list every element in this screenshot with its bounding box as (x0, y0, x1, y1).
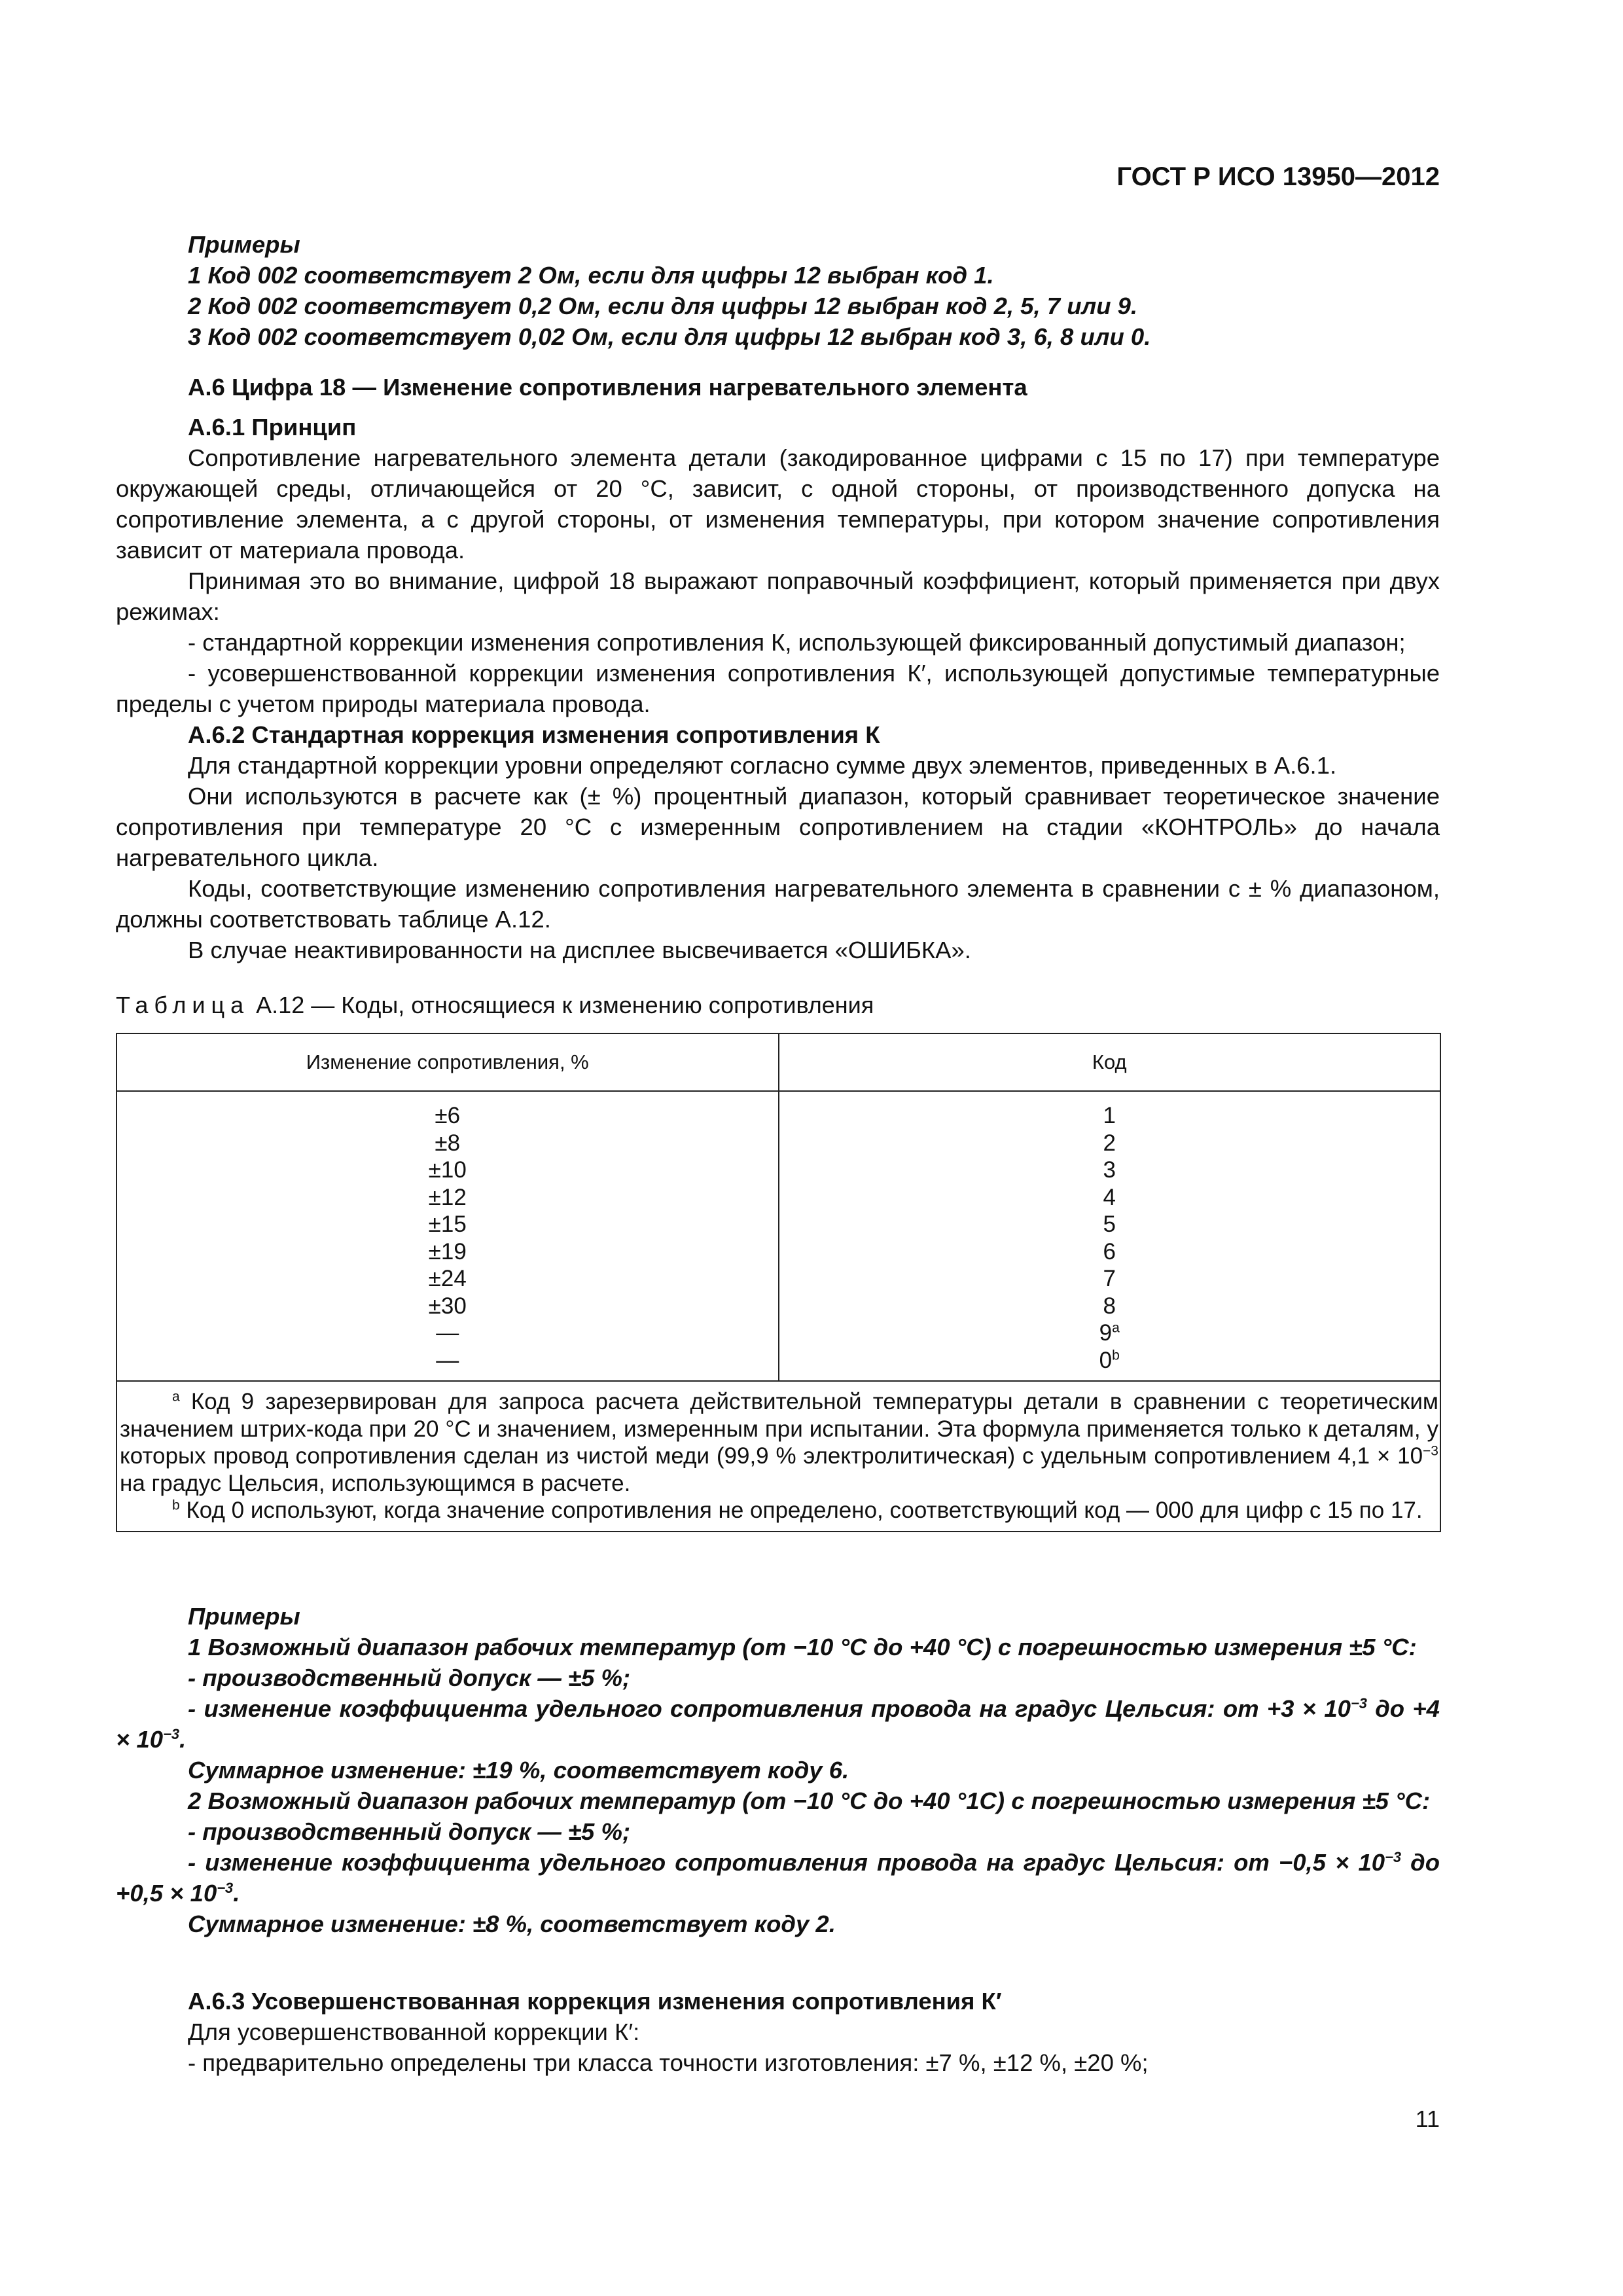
change-value: ±15 (428, 1211, 467, 1237)
change-value: — (436, 1320, 459, 1346)
paragraph: Коды, соответствующие изменению сопротивления нагревательного элемента в сравнении с ± % диапазоном, должны соответствовать таблице А.12. (116, 875, 1440, 933)
change-value: ±19 (428, 1238, 467, 1265)
code-value: 7 (1103, 1266, 1116, 1291)
example-item: 3 Код 002 соответствует 0,02 Ом, если для цифры 12 выбран код 3, 6, 8 или 0. (188, 323, 1151, 350)
table-caption-label: Таблица (116, 992, 250, 1018)
change-value: — (436, 1347, 459, 1373)
list-item: - стандартной коррекции изменения сопротивления К, использующей фиксированный допустимый диапазон; (188, 629, 1406, 656)
code-column (779, 1091, 1441, 1381)
footnote-mark: b (1112, 1347, 1120, 1363)
change-value: ±30 (428, 1293, 467, 1319)
table-footnotes (116, 1381, 1440, 1532)
table-row (116, 1091, 1440, 1381)
table-header-row (116, 1033, 1440, 1091)
footnote-mark: a (1112, 1320, 1120, 1336)
example-item: 1 Код 002 соответствует 2 Ом, если для цифры 12 выбран код 1. (188, 262, 994, 289)
change-value: ±10 (428, 1157, 467, 1183)
footnote-a: $^a$ Код 9 зарезервирован для запроса расчета действительной температуры детали в сравнении с теоретическим значением штрих-кода при 20 °С и значением, измеренным при испытании. Эта формула применяется только к деталям, у которых провод сопротивления сделан из чистой меди (99,9 % электролитическая) с удельным сопротивлением $4,1 \times 10^{-3}$ на градус Цельсия, использующимся в расчете. (120, 1389, 1438, 1496)
codes-table (116, 1033, 1441, 1532)
code-value: 6 (1103, 1238, 1116, 1265)
code-value: 0$^b$ (1099, 1347, 1120, 1373)
example-item: - производственный допуск — ±5 %; (188, 1664, 631, 1691)
list-item: - усовершенствованной коррекции изменения сопротивления К′, использующей допустимые температурные пределы с учетом природы материала провода. (116, 660, 1440, 717)
table-caption-text: А.12 — Коды, относящиеся к изменению сопротивления (249, 992, 874, 1018)
document-header: ГОСТ Р ИСО 13950—2012 (1116, 162, 1440, 191)
code-value: 9$^a$ (1099, 1320, 1120, 1346)
subsection-heading: А.6.1 Принцип (188, 414, 357, 440)
table-header-code: Код (779, 1033, 1441, 1091)
change-value: ±8 (435, 1130, 461, 1156)
code-value: 8 (1103, 1293, 1116, 1319)
example-item: 2 Возможный диапазон рабочих температур (от −10 °С до +40 °1С) с погрешностью измерения ±5 °С: (188, 1787, 1431, 1814)
paragraph: Принимая это во внимание, цифрой 18 выражают поправочный коэффициент, который применяется при двух режимах: (116, 567, 1440, 625)
change-column (116, 1091, 779, 1381)
examples-title: Примеры (188, 1603, 300, 1630)
examples-title: Примеры (188, 231, 300, 258)
code-value: 5 (1103, 1211, 1116, 1237)
table-header-change: Изменение сопротивления, % (116, 1033, 779, 1091)
paragraph: Они используются в расчете как (± %) процентный диапазон, который сравнивает теоретическое значение сопротивления при температуре 20 °С с измеренным сопротивлением на стадии «КОНТРОЛЬ» до начала нагревательного цикла. (116, 783, 1440, 871)
example-item: - изменение коэффициента удельного сопротивления провода на градус Цельсия: от $-0,5 \times 10^{-3}$ до $+0,5 \times 10^{-3}$. (116, 1848, 1440, 1907)
paragraph: Для усовершенствованной коррекции К′: (188, 2018, 640, 2045)
paragraph: В случае неактивированности на дисплее высвечивается «ОШИБКА». (188, 937, 971, 963)
change-value: ±24 (428, 1266, 467, 1291)
table-footnotes-row (116, 1381, 1440, 1532)
change-value: ±6 (435, 1103, 461, 1128)
table-caption (116, 990, 874, 1020)
list-item: - предварительно определены три класса точности изготовления: ±7 %, ±12 %, ±20 %; (188, 2049, 1149, 2076)
example-item: 1 Возможный диапазон рабочих температур (от −10 °С до +40 °С) с погрешностью измерения ±5 °С: (188, 1634, 1417, 1660)
example-item: - изменение коэффициента удельного сопротивления провода на градус Цельсия: от $+3 \times 10^{-3}$ до $+4 \times 10^{-3}$. (116, 1695, 1440, 1753)
paragraph: Сопротивление нагревательного элемента детали (закодированное цифрами с 15 по 17) при температуре окружающей среды, отличающейся от 20 °С, зависит, с одной стороны, от производственного допуска на сопротивление элемента, а с другой стороны, от изменения температуры, при котором значение сопротивления зависит от материала провода. (116, 444, 1440, 564)
section-a6 (116, 372, 1440, 965)
example-summary: Суммарное изменение: ±8 %, соответствует коду 2. (188, 1910, 836, 1937)
examples-block-2 (116, 1601, 1440, 1939)
section-a63 (116, 1986, 1440, 2078)
footnote-b: $^b$ Код 0 используют, когда значение сопротивления не определено, соответствующий код — 000 для цифр с 15 по 17. (172, 1498, 1423, 1523)
subsection-heading: А.6.2 Стандартная коррекция изменения сопротивления К (188, 721, 880, 748)
code-value: 1 (1103, 1103, 1116, 1128)
page-number: 11 (1415, 2106, 1440, 2132)
section-heading: А.6 Цифра 18 — Изменение сопротивления нагревательного элемента (188, 374, 1027, 401)
subsection-heading: А.6.3 Усовершенствованная коррекция изменения сопротивления К′ (188, 1988, 1002, 2015)
code-value: 2 (1103, 1130, 1116, 1156)
document-page (116, 0, 1440, 2296)
paragraph: Для стандартной коррекции уровни определяют согласно сумме двух элементов, приведенных в А.6.1. (188, 752, 1337, 779)
code-value: 4 (1103, 1184, 1116, 1210)
examples-block-1 (116, 229, 1440, 352)
example-item: 2 Код 002 соответствует 0,2 Ом, если для цифры 12 выбран код 2, 5, 7 или 9. (188, 293, 1138, 319)
change-value: ±12 (428, 1184, 467, 1210)
example-item: - производственный допуск — ±5 %; (188, 1818, 631, 1845)
code-value: 3 (1103, 1157, 1116, 1183)
example-summary: Суммарное изменение: ±19 %, соответствует коду 6. (188, 1757, 849, 1784)
